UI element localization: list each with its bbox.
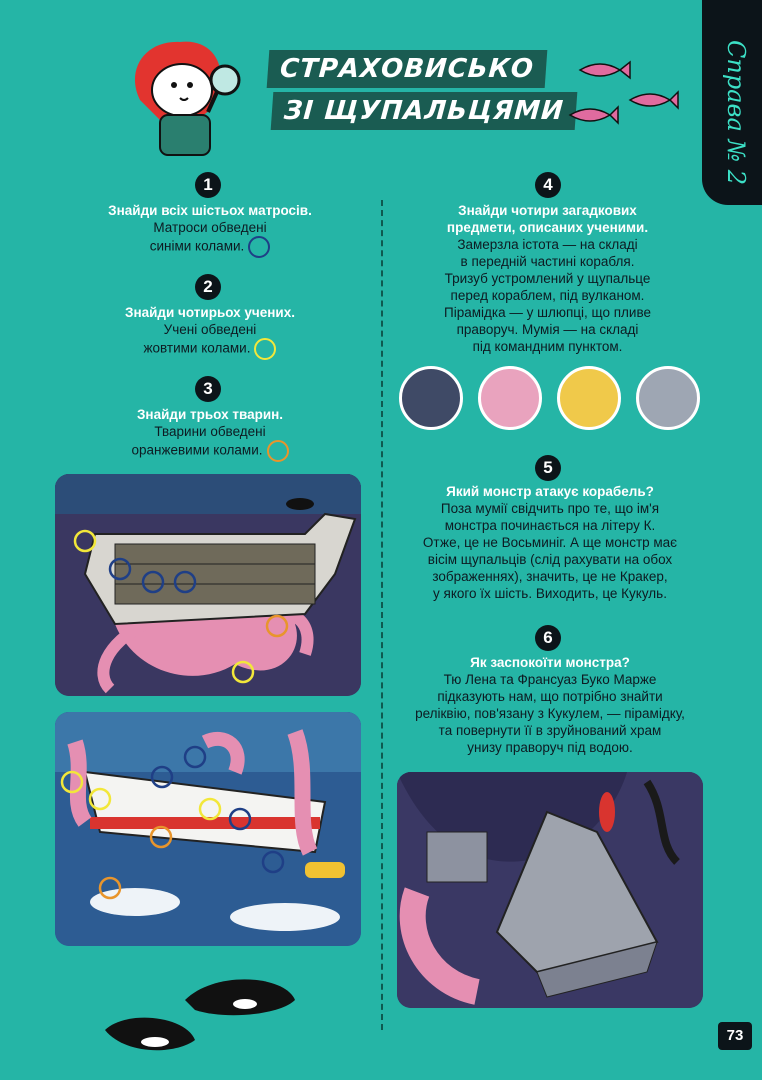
frozen-creature-thumbnail — [399, 366, 463, 430]
task-3-body-1: Тварини обведені — [154, 424, 266, 439]
task-2 — [60, 304, 360, 360]
task-6 — [395, 654, 705, 756]
task-5-line-2: монстра починається на літеру К. — [444, 518, 656, 533]
task-2-number: 2 — [195, 274, 221, 300]
task-4-line-2: в передній частині корабля. — [460, 254, 635, 269]
task-1-body-1: Матроси обведені — [153, 220, 267, 235]
task-5-number: 5 — [535, 455, 561, 481]
fish-illustration — [560, 50, 680, 140]
ship-cross-section-illustration — [55, 474, 361, 696]
task-6-heading: Як заспокоїти монстра? — [470, 655, 630, 670]
task-1 — [60, 202, 360, 258]
orange-circle-icon — [267, 440, 289, 462]
task-2-heading: Знайди чотирьох учених. — [125, 305, 295, 320]
case-tab-label: Справа № 2 — [722, 40, 750, 186]
task-3-number: 3 — [195, 376, 221, 402]
task-4-line-7: під командним пунктом. — [472, 339, 623, 354]
task-5-line-4: вісім щупальців (слід рахувати на обох — [427, 552, 673, 567]
task-3-body-2: оранжевими колами. — [131, 442, 263, 458]
task-5-heading: Який монстр атакує корабель? — [446, 484, 654, 499]
yellow-circle-icon — [254, 338, 276, 360]
column-divider — [381, 200, 383, 1030]
task-3 — [60, 406, 360, 462]
task-6-line-5: унизу праворуч під водою. — [467, 740, 633, 755]
title-line-1: СТРАХОВИСЬКО — [267, 50, 548, 88]
orca-illustration — [95, 960, 305, 1070]
underwater-temple-illustration — [397, 772, 703, 1008]
task-6-line-2: підказують нам, що потрібно знайти — [437, 689, 663, 704]
task-4-heading-2: предмети, описаних ученими. — [446, 220, 649, 235]
task-5-line-3: Отже, це не Восьминіг. А ще монстр має — [422, 535, 678, 550]
task-5-line-5: зображеннях), значить, це не Кракер, — [432, 569, 668, 584]
title-line-2: ЗІ ЩУПАЛЬЦЯМИ — [271, 92, 577, 130]
task-4-number: 4 — [535, 172, 561, 198]
detective-girl-illustration — [120, 30, 260, 160]
task-5-line-6: у якого їх шість. Виходить, це Кукуль. — [433, 586, 667, 601]
task-4-line-5: Пірамідка — у шлюпці, що пливе — [444, 305, 651, 320]
task-5 — [395, 483, 705, 602]
case-tab — [702, 0, 762, 205]
trident-thumbnail — [478, 366, 542, 430]
task-2-body-1: Учені обведені — [163, 322, 257, 337]
task-4-line-6: праворуч. Мумія — на складі — [456, 322, 639, 337]
task-1-body-2: синіми колами. — [149, 238, 245, 254]
task-4 — [395, 202, 700, 355]
task-6-line-4: та повернути її в зруйнований храм — [438, 723, 662, 738]
page-number: 73 — [718, 1022, 752, 1050]
task-6-line-3: реліквію, пов'язану з Кукулем, — пірамідку, — [415, 706, 685, 721]
mummy-thumbnail — [636, 366, 700, 430]
task-1-heading: Знайди всіх шістьох матросів. — [108, 203, 312, 218]
task-5-line-1: Поза мумії свідчить про те, що ім'я — [440, 501, 660, 516]
task-1-number: 1 — [195, 172, 221, 198]
task-4-line-1: Замерзла істота — на складі — [457, 237, 638, 252]
task-4-line-4: перед кораблем, під вулканом. — [450, 288, 645, 303]
ship-attack-illustration — [55, 712, 361, 946]
task-6-number: 6 — [535, 625, 561, 651]
task-2-body-2: жовтими колами. — [143, 340, 251, 356]
pyramid-thumbnail — [557, 366, 621, 430]
task-6-line-1: Тю Лена та Франсуаз Буко Марже — [443, 672, 657, 687]
task-3-heading: Знайди трьох тварин. — [136, 407, 284, 422]
blue-circle-icon — [248, 236, 270, 258]
task-4-heading-1: Знайди чотири загадкових — [458, 203, 637, 218]
task-4-line-3: Тризуб устромлений у щупальце — [444, 271, 651, 286]
